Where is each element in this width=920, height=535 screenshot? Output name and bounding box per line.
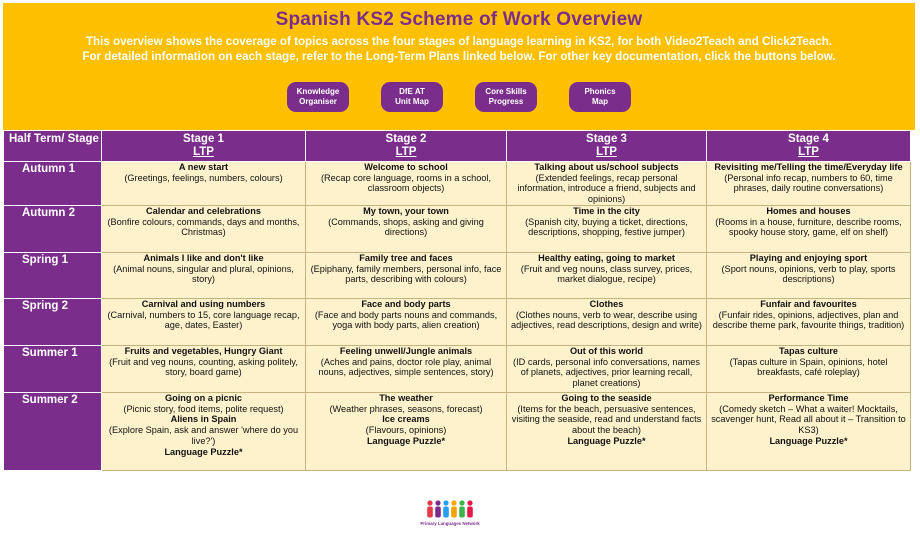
topic-title: The weather — [379, 393, 433, 403]
topic-title: Family tree and faces — [359, 253, 453, 263]
logo-figure-head — [427, 500, 432, 505]
table-row — [4, 346, 911, 393]
topic-cell — [507, 253, 707, 299]
logo-text: Primary Languages Network — [420, 521, 480, 526]
stage-header — [707, 131, 911, 162]
logo-figure-body — [427, 507, 433, 518]
topic-title: Calendar and celebrations — [146, 206, 261, 216]
topic-title: Performance Time — [768, 393, 849, 403]
topic-cell — [306, 346, 507, 393]
topic-description: (ID cards, personal info conversations, names of planets, adjectives, prior learning recall, planet creations) — [513, 356, 700, 389]
logo-figure-head — [435, 500, 440, 505]
topic-description: (Tapas culture in Spain, opinions, hotel breakfasts, café roleplay) — [729, 356, 888, 378]
topic-title: Talking about us/school subjects — [534, 162, 679, 172]
dfe-unit-map-button[interactable]: DfE AT Unit Map — [381, 82, 443, 112]
topic-description: (Fruit and veg nouns, class survey, prices, market dialogue, recipe) — [520, 263, 693, 285]
logo-figure-body — [443, 507, 449, 518]
topic-cell — [102, 393, 306, 471]
term-label: Spring 2 — [4, 299, 102, 346]
language-puzzle-label: Language Puzzle* — [567, 435, 646, 446]
stage-label: Stage 2 — [385, 133, 427, 145]
topic-cell — [306, 253, 507, 299]
logo — [420, 498, 480, 528]
topic-cell — [306, 206, 507, 253]
stage-label: Stage 1 — [183, 133, 224, 145]
topic-title: Homes and houses — [766, 206, 851, 216]
topic-title: Revisiting me/Telling the time/Everyday life — [714, 162, 903, 172]
topic-title: Carnival and using numbers — [141, 299, 266, 309]
topic-cell — [102, 346, 306, 393]
topic-title: Tapas culture — [778, 346, 839, 356]
topic-title: Face and body parts — [361, 299, 451, 309]
topic-description: (Aches and pains, doctor role play, animal nouns, adjectives, simple sentences, story) — [318, 356, 494, 378]
topic-cell — [707, 299, 911, 346]
logo-figure-body — [467, 507, 473, 518]
topic-description: (Extended feelings, recap personal information, introduce a friend, subjects and opinions) — [517, 172, 696, 205]
topic-title: My town, your town — [363, 206, 449, 216]
topic-description: (Bonfire colours, commands, days and months, Christmas) — [107, 216, 300, 238]
page-title: Spanish KS2 Scheme of Work Overview — [275, 9, 643, 30]
topic-description-2: (Flavours, opinions) — [365, 425, 447, 436]
people-row-logo-icon — [420, 498, 480, 522]
corner-header: Half Term/ Stage — [4, 131, 102, 162]
topic-description: (Rooms in a house, furniture, describe rooms, spooky house story, game, elf on shelf) — [715, 216, 902, 238]
topic-cell — [707, 253, 911, 299]
topic-title: Time in the city — [573, 206, 640, 216]
phonics-map-button[interactable]: Phonics Map — [569, 82, 631, 112]
topic-description: (Clothes nouns, verb to wear, describe using adjectives, read descriptions, design and write) — [511, 309, 702, 331]
topic-cell — [507, 346, 707, 393]
stage-header — [102, 131, 306, 162]
topic-cell — [507, 206, 707, 253]
topic-title: Funfair and favourites — [760, 299, 857, 309]
topic-cell — [306, 299, 507, 346]
table-row — [4, 162, 911, 206]
topic-description: (Weather phrases, seasons, forecast) — [329, 403, 483, 414]
topic-title: Animals I like and don't like — [143, 253, 264, 263]
topic-title: Healthy eating, going to market — [538, 253, 675, 263]
topic-title-2: Aliens in Spain — [170, 414, 237, 425]
topic-cell — [507, 162, 707, 206]
table-row — [4, 206, 911, 253]
topic-title: Out of this world — [570, 346, 643, 356]
knowledge-organiser-button[interactable]: Knowledge Organiser — [287, 82, 349, 112]
topic-title: Going on a picnic — [164, 393, 243, 403]
table-row — [4, 253, 911, 299]
topic-title: Welcome to school — [364, 162, 448, 172]
topic-description: (Sport nouns, opinions, verb to play, sports descriptions) — [721, 263, 896, 285]
topic-title: Going to the seaside — [561, 393, 652, 403]
table-row — [4, 299, 911, 346]
topic-cell — [102, 206, 306, 253]
table-body — [4, 162, 911, 471]
topic-cell — [102, 162, 306, 206]
term-label: Summer 1 — [4, 346, 102, 393]
stage-header — [306, 131, 507, 162]
header-banner — [3, 3, 915, 130]
term-label: Autumn 2 — [4, 206, 102, 253]
topic-description: (Personal info recap, numbers to 60, time phrases, daily routine conversations) — [724, 172, 893, 194]
topic-description: (Picnic story, food items, polite request) — [123, 403, 284, 414]
language-puzzle-label: Language Puzzle* — [366, 435, 446, 446]
topic-title: Fruits and vegetables, Hungry Giant — [124, 346, 283, 356]
topic-description: (Recap core language, rooms in a school, classroom objects) — [320, 172, 492, 194]
topic-cell — [507, 393, 707, 471]
stage-label: Stage 3 — [586, 133, 627, 145]
topic-description: (Face and body parts nouns and commands, yoga with body parts, alien creation) — [314, 309, 498, 331]
topic-description: (Epiphany, family members, personal info, face parts, describing with colours) — [310, 263, 502, 285]
logo-figure-body — [435, 507, 441, 518]
topic-description-2: (Explore Spain, ask and answer 'where do you live?') — [108, 425, 299, 446]
topic-description: (Carnival, numbers to 15, core language recap, age, dates, Easter) — [107, 309, 300, 331]
topic-title-2: Ice creams — [382, 414, 430, 425]
topic-cell — [102, 299, 306, 346]
topic-title: Feeling unwell/Jungle animals — [339, 346, 473, 356]
topic-cell — [507, 299, 707, 346]
topic-title: Playing and enjoying sport — [749, 253, 868, 263]
topic-cell — [707, 206, 911, 253]
table-header-row — [4, 131, 911, 162]
intro-line-2: For detailed information on each stage, refer to the Long-Term Plans linked below. For other key documentation, click the buttons below. — [82, 50, 836, 63]
ltp-link[interactable]: LTP — [395, 146, 417, 158]
topic-title: Clothes — [589, 299, 624, 309]
topic-cell — [707, 346, 911, 393]
logo-figure-head — [467, 500, 472, 505]
ltp-link[interactable]: LTP — [596, 146, 617, 158]
doc-buttons — [3, 82, 915, 112]
topic-description: (Funfair rides, opinions, adjectives, plan and describe theme park, favourite things, tradition) — [712, 309, 905, 331]
topic-description: (Comedy sketch – What a waiter! Mocktails, scavenger hunt, Read all about it – Transition to KS3) — [711, 403, 906, 436]
stage-label: Stage 4 — [788, 133, 829, 145]
intro-line-1: This overview shows the coverage of topics across the four stages of language learning in KS2, for both Video2Teach and Click2Teach. — [85, 35, 833, 48]
term-label: Summer 2 — [4, 393, 102, 471]
intro-text — [3, 34, 915, 64]
topic-cell — [707, 162, 911, 206]
ltp-link[interactable]: LTP — [193, 146, 214, 158]
topic-description: (Items for the beach, persuasive sentences, visiting the seaside, read and understand facts about the beach) — [511, 403, 702, 436]
topic-description: (Fruit and veg nouns, counting, asking politely, story, board game) — [109, 356, 298, 378]
term-label: Spring 1 — [4, 253, 102, 299]
scheme-table — [3, 130, 911, 471]
stage-header — [507, 131, 707, 162]
topic-description: (Animal nouns, singular and plural, opinions, story) — [113, 263, 294, 285]
logo-figure-head — [451, 500, 456, 505]
topic-cell — [102, 253, 306, 299]
table-row — [4, 393, 911, 471]
ltp-link[interactable]: LTP — [798, 146, 819, 158]
language-puzzle-label: Language Puzzle* — [769, 435, 848, 446]
topic-title: A new start — [178, 162, 229, 172]
logo-figure-body — [459, 507, 465, 518]
topic-description: (Commands, shops, asking and giving directions) — [328, 216, 484, 238]
logo-figure-head — [459, 500, 464, 505]
term-label: Autumn 1 — [4, 162, 102, 206]
topic-description: (Greetings, feelings, numbers, colours) — [124, 172, 283, 183]
topic-cell — [707, 393, 911, 471]
core-skills-progress-button[interactable]: Core Skills Progress — [475, 82, 537, 112]
logo-figure-head — [443, 500, 448, 505]
topic-cell — [306, 393, 507, 471]
logo-figure-body — [451, 507, 457, 518]
topic-cell — [306, 162, 507, 206]
topic-description: (Spanish city, buying a ticket, directions, descriptions, shopping, festive jumper) — [525, 216, 688, 238]
language-puzzle-label: Language Puzzle* — [164, 446, 243, 457]
